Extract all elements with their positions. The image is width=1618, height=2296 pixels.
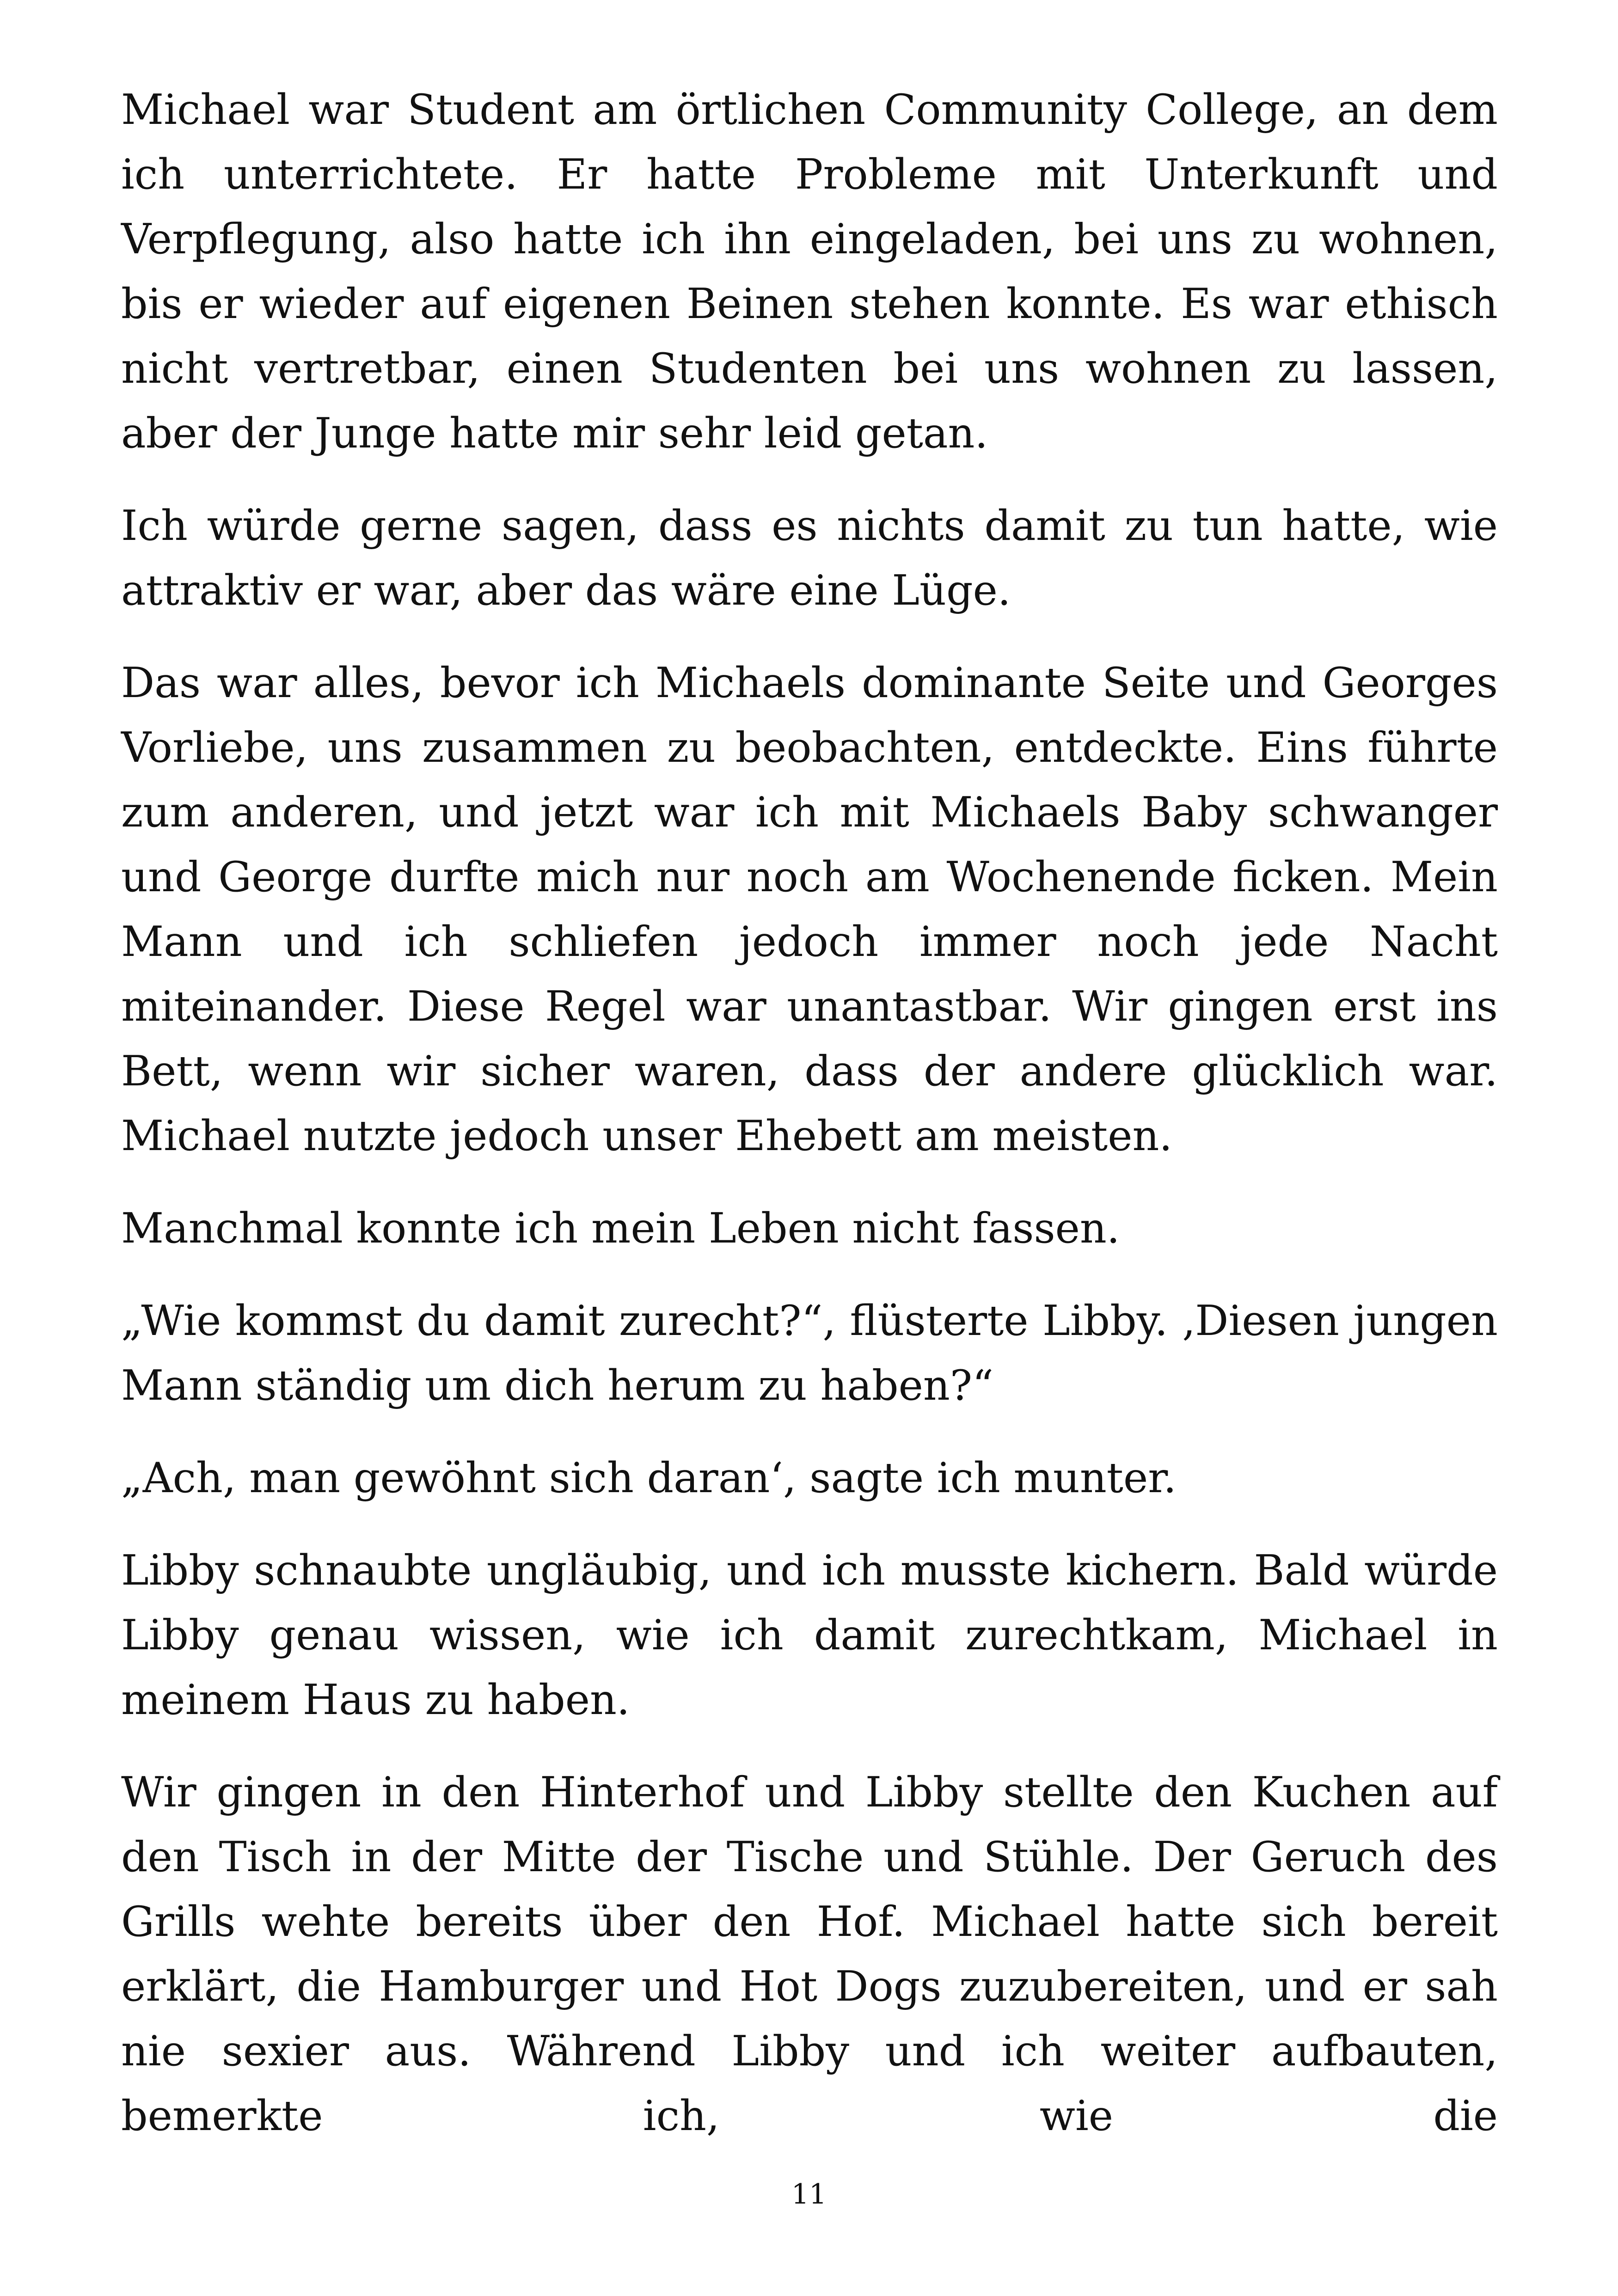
paragraph-8: Wir gingen in den Hinterhof und Libby stellte den Kuchen auf den Tisch in der Mitte der Tische und Stühle. Der Geruch des Grills wehte bereits über den Hof. Michael hatte sich bereit erklärt, die Hamburger und Hot Dogs zuzubereiten, und er sah nie sexier aus. Während Libby und ich weiter aufbauten, bemerkte ich, wie die xyxy=(121,1768,1498,2140)
paragraph-6: „Ach, man gewöhnt sich daran‘, sagte ich munter. xyxy=(121,1454,1177,1502)
paragraph-2: Ich würde gerne sagen, dass es nichts damit zu tun hatte, wie attraktiv er war, aber das wäre eine Lüge. xyxy=(121,502,1498,615)
paragraph-7: Libby schnaubte ungläubig, und ich musste kichern. Bald würde Libby genau wissen, wie ich damit zurechtkam, Michael in meinem Haus zu haben. xyxy=(121,1546,1498,1724)
paragraph-3: Das war alles, bevor ich Michaels dominante Seite und Georges Vorliebe, uns zusammen zu beobachten, entdeckte. Eins führte zum anderen, und jetzt war ich mit Michaels Baby schwanger und George durfte mich nur noch am Wochenende ficken. Mein Mann und ich schliefen jedoch immer noch jede Nacht miteinander. Diese Regel war unantastbar. Wir gingen erst ins Bett, wenn wir sicher waren, dass der andere glücklich war. Michael nutzte jedoch unser Ehebett am meisten. xyxy=(121,659,1498,1160)
paragraph-5: „Wie kommst du damit zurecht?“, flüsterte Libby. ‚Diesen jungen Mann ständig um dich herum zu haben?“ xyxy=(121,1297,1498,1410)
paragraph-1: Michael war Student am örtlichen Community College, an dem ich unterrichtete. Er hatte Probleme mit Unterkunft und Verpflegung, also hatte ich ihn eingeladen, bei uns zu wohnen, bis er wieder auf eigenen Beinen stehen konnte. Es war ethisch nicht vertretbar, einen Studenten bei uns wohnen zu lassen, aber der Junge hatte mir sehr leid getan. xyxy=(121,86,1498,458)
body-text xyxy=(121,78,1498,2149)
page-number: 11 xyxy=(791,2178,827,2210)
paragraph-4: Manchmal konnte ich mein Leben nicht fassen. xyxy=(121,1204,1120,1253)
